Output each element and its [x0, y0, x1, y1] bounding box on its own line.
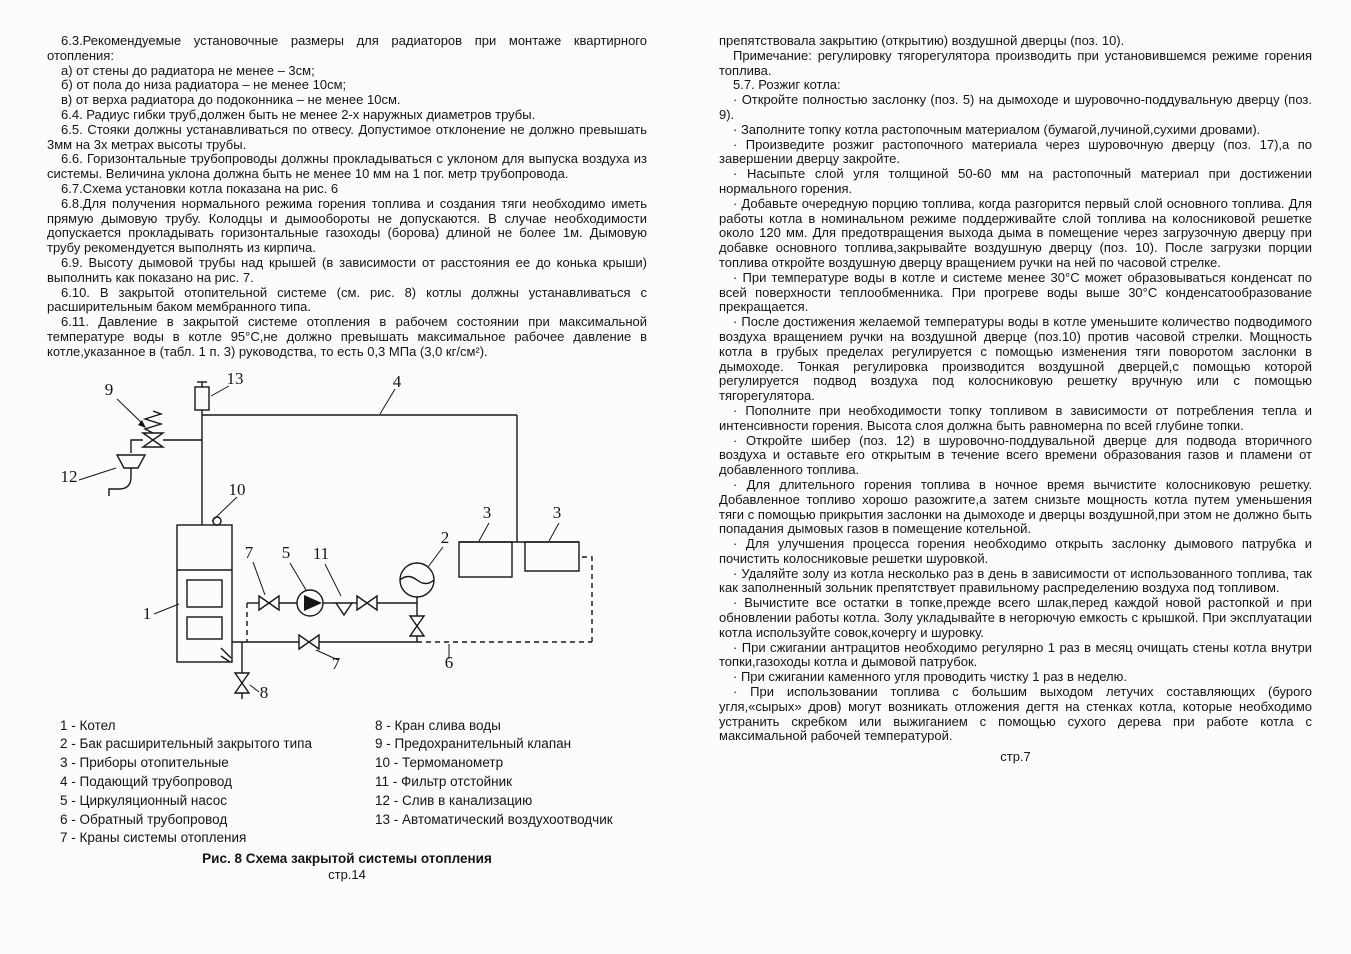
paragraph: · Заполните топку котла растопочным материалом (бумагой,лучиной,сухими дровами).	[733, 121, 1261, 137]
callout-return-pipe: 6	[444, 652, 454, 672]
paragraph: 5.7. Розжиг котла:	[733, 77, 841, 93]
callout-radiator-b: 3	[552, 502, 562, 522]
paragraph: · Откройте шибер (поз. 12) в шуровочно-поддувальной дверце для подвода вторичного воздуха и оставьте его открытым в течение всего времени образования газов и пламени от добавленного топлива.	[719, 432, 1312, 478]
paragraph: б) от пола до низа радиатора – не менее 10см;	[61, 77, 347, 93]
legend-item: 4 - Подающий трубопровод	[60, 773, 232, 789]
paragraph: · Удаляйте золу из котла несколько раз в день в зависимости от использованного топлива, так как заполненный зольник препятствует правильному распределению воздуха под топливом.	[719, 565, 1312, 596]
heating-system-diagram	[47, 365, 647, 715]
callout-air-vent: 13	[226, 368, 244, 388]
paragraph: препятствовала закрытию (открытию) воздушной дверцы (поз. 10).	[719, 33, 1125, 48]
legend-item: 3 - Приборы отопительные	[60, 755, 229, 771]
paragraph: 6.10. В закрытой отопительной системе (см. рис. 8) котлы должны устанавливаться с расширительным баком мембранного типа.	[47, 284, 647, 315]
paragraph: · Вычистите все остатки в топке,прежде всего шлак,перед каждой новой растопкой и при обновлении работы котла. Золу укладывайте в негорючую емкость с крышкой. При эксплуатации котла используйте совок,кочергу и шуровку.	[719, 595, 1312, 640]
callout-expansion-tank: 2	[440, 527, 450, 547]
callout-filter: 11	[312, 543, 330, 563]
callout-radiator-a: 3	[482, 502, 492, 522]
legend-item: 5 - Циркуляционный насос	[60, 792, 228, 808]
paragraph: 6.4. Радиус гибки труб,должен быть не менее 2-х наружных диаметров трубы.	[61, 106, 536, 122]
legend-item: 2 - Бак расширительный закрытого типа	[60, 736, 312, 752]
paragraph: · При температуре воды в котле и системе менее 30°С может образовываться конденсат по всей поверхности теплообменника. При прогреве воды выше 30°С конденсатообразование прекращается.	[719, 269, 1312, 315]
air-vent-symbol	[195, 382, 209, 410]
paragraph: · Насыпьте слой угля толщиной 50-60 мм на растопочный материал при достижении нормального горения.	[719, 166, 1312, 196]
paragraph: · При сжигании антрацитов необходимо регулярно 1 раз в месяц очищать стены котла внутри топки,газоходы котла и дымовой патрубок.	[719, 639, 1312, 670]
closed-heating-schematic	[47, 365, 647, 715]
paragraph: · Для длительного горения топлива в ночное время вычистите колосниковую решетку. Добавленное топливо хорошо разожгите,а затем снизьте мощность котла путем уменьшения тяги с помощью прикрытия заслонки на дымоходе и дверцы воздушной,при этом не должно быть попадания дымовых газов в помещение котельной.	[719, 476, 1312, 537]
legend-column-right	[375, 717, 647, 849]
callout-thermomanometer: 10	[228, 479, 246, 499]
legend-item: 10 - Термоманометр	[375, 755, 504, 771]
paragraph: 6.7.Схема установки котла показана на рис. 6	[61, 180, 339, 196]
paragraph: 6.6. Горизонтальные трубопроводы должны прокладываться с уклоном для выпуска воздуха из системы. Величина уклона должна быть не менее 10 мм на 1 пог. метр трубопровода.	[47, 151, 647, 182]
paragraph: а) от стены до радиатора не менее – 3см;	[61, 62, 315, 78]
paragraph: 6.5. Стояки должны устанавливаться по отвесу. Допустимое отклонение не должно превышать 3мм на 3х метрах высоты трубы.	[47, 121, 647, 152]
legend-item: 13 - Автоматический воздухоотводчик	[375, 811, 613, 827]
drain-valve-symbol	[235, 673, 249, 693]
paragraph: 6.9. Высоту дымовой трубы над крышей (в зависимости от расстояния ее до конька крыши) выполнить как показано на рис. 7.	[47, 254, 647, 285]
pump-symbol	[297, 590, 323, 616]
radiator-symbols	[459, 542, 579, 577]
paragraph: · Произведите розжиг растопочного материала через шуровочную дверцу (поз. 17),а по завершении дверцу закройте.	[719, 136, 1312, 167]
callout-supply-pipe: 4	[392, 371, 402, 391]
left-column	[47, 34, 647, 883]
legend-item: 11 - Фильтр отстойник	[375, 773, 513, 789]
legend-item: 9 - Предохранительный клапан	[375, 736, 572, 752]
legend-column-left	[60, 717, 375, 849]
funnel-drain-symbol	[117, 455, 145, 468]
legend-item: 12 - Слив в канализацию	[375, 792, 533, 808]
paragraph: · Откройте полностью заслонку (поз. 5) на дымоходе и шуровочно-поддувальную дверцу (поз. 9).	[719, 92, 1312, 122]
callout-valve-b: 7	[331, 653, 341, 673]
safety-valve-symbol	[143, 411, 163, 447]
pipes	[109, 410, 579, 699]
paragraph: в) от верха радиатора до подоконника – не менее 10см.	[61, 92, 401, 108]
legend-item: 7 - Краны системы отопления	[60, 830, 247, 846]
paragraph: · Пополните при необходимости топку топливом в зависимости от потребления тепла и интенсивности горения. Высота слоя должна быть равномерна по всей глубине топки.	[719, 402, 1312, 433]
page-number-right: стр.7	[1000, 749, 1031, 765]
legend-item: 8 - Кран слива воды	[375, 717, 501, 733]
legend-item: 1 - Котел	[60, 717, 116, 733]
callout-sewer-drain: 12	[60, 466, 78, 486]
valve-symbols	[235, 596, 424, 693]
callout-pump: 5	[281, 542, 291, 562]
paragraph: · При сжигании каменного угля проводить чистку 1 раз в неделю.	[733, 669, 1127, 685]
callout-labels	[61, 369, 562, 702]
paragraph: 6.8.Для получения нормального режима горения топлива и создания тяги необходимо иметь прямую дымовую трубу. Колодцы и дымообороты не допускаются. В случае необходимости допускается прокладывать горизонтальные газоходы (борова) длиной не более 1м. Дымовую трубу рекомендуется выполнять из кирпича.	[47, 195, 647, 256]
figure-caption: Рис. 8 Схема закрытой системы отопления	[202, 851, 492, 867]
diagram-legend	[47, 717, 647, 849]
expansion-tank-symbol	[400, 563, 434, 597]
page-number-left: стр.14	[328, 866, 366, 882]
paragraph: 6.11. Давление в закрытой системе отопления в рабочем состоянии при максимальной температуре воды в котле 95°С,не должно превышать максимальное рабочее давление в котле,указанное в (табл. 1 п. 3) руководства, то есть 0,3 МПа (3,0 кг/см²).	[47, 314, 647, 359]
paragraph: · Для улучшения процесса горения необходимо открыть заслонку дымового патрубка и почистить колосниковые решетки шуровкой.	[719, 536, 1312, 566]
callout-drain-valve: 8	[259, 682, 269, 702]
right-column	[719, 34, 1312, 765]
paragraph: · Добавьте очередную порцию топлива, когда разгорится первый слой основного топлива. Для работы котла в номинальном режиме поддерживайте слой топлива на колосниковой решетке около 120 мм. Для предотвращения выхода дыма в помещение через загрузочную дверцу при добавке основного топлива,закрывайте воздушную дверцу (поз. 10). После загрузки порции топлива откройте воздушную дверцу вращением ручки на ней по часовой стрелке.	[719, 195, 1312, 270]
paragraph: 6.3.Рекомендуемые установочные размеры для радиаторов при монтаже квартирного отопления:	[47, 33, 647, 63]
boiler-symbol	[177, 517, 232, 662]
paragraph: · После достижения желаемой температуры воды в котле уменьшите количество подводимого воздуха вращением ручки на воздушной дверце (поз.10) против часовой стрелки. Мощность котла в грубых пределах регулируется с помощью изменения тяги поворотом заслонки в дымоходе. Тонкая регулировка производится воздушной дверцей,с помощью которой регулируется подвод воздуха под колосниковую решетку вручную или с помощью тягорегулятора.	[719, 314, 1312, 404]
callout-valve-a: 7	[244, 542, 254, 562]
paragraph: · При использовании топлива с большим выходом летучих составляющих (бурого угля,«сырых» дров) могут возникать отложения дегтя на стенках котла, которые необходимо устранить скребком или выжиганием с помощью сухого дерева при работе котла с максимальной рабочей температурой.	[719, 684, 1312, 744]
filter-symbol	[336, 603, 352, 615]
paragraph: Примечание: регулировку тягорегулятора производить при установившемся режиме горения топлива.	[719, 47, 1312, 78]
callout-boiler: 1	[142, 603, 152, 623]
arrowhead	[138, 420, 146, 428]
legend-item: 6 - Обратный трубопровод	[60, 811, 228, 827]
callout-safety-valve: 9	[104, 379, 114, 399]
